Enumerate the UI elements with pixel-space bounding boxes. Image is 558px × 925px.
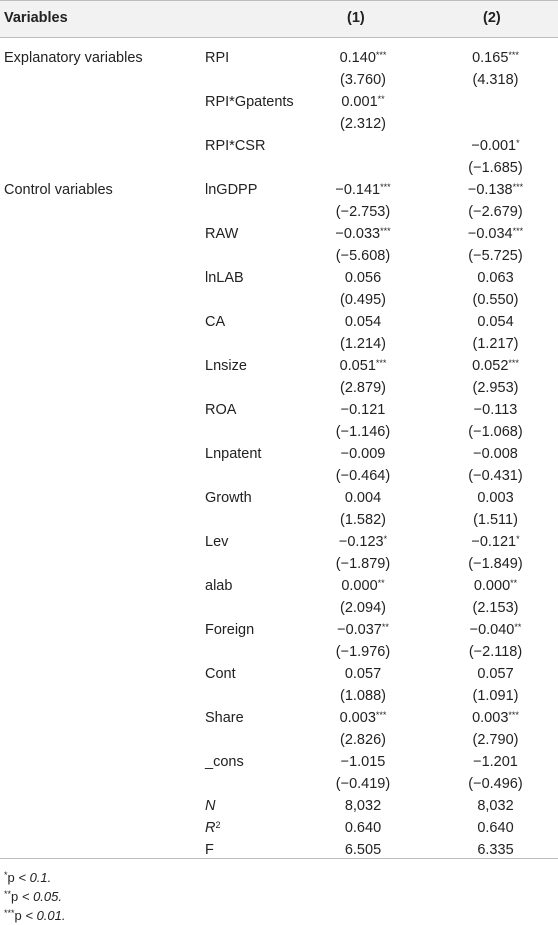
table-row: [0, 333, 558, 356]
variable-name: _cons: [205, 754, 244, 770]
model2-value: 0.003: [477, 490, 514, 506]
model2-value: (−1.685): [468, 160, 523, 176]
significance-stars: *: [516, 138, 520, 148]
table-row: [0, 377, 558, 400]
table-row: [0, 795, 558, 818]
variable-name: lnGDPP: [205, 182, 258, 198]
model1-value: 6.505: [344, 842, 382, 858]
significance-stars: ***: [375, 358, 387, 368]
model1-value: (1.214): [340, 336, 386, 352]
table-row: [0, 113, 558, 136]
variable-name: N: [205, 798, 216, 814]
table-row: [0, 267, 558, 290]
group-label: Explanatory variables: [4, 50, 143, 66]
model1-value: (1.582): [340, 512, 386, 528]
model1-value: (−0.464): [335, 468, 391, 484]
table-row: [0, 157, 558, 180]
variable-name: alab: [205, 578, 233, 594]
significance-stars: ***: [375, 50, 387, 60]
model1-value: 0.003***: [339, 710, 387, 726]
table-row: [0, 817, 558, 840]
table-row: [0, 91, 558, 114]
table-row: [0, 487, 558, 510]
model1-value: (3.760): [340, 72, 386, 88]
model2-value: −1.201: [473, 754, 518, 770]
model1-value: −0.121: [340, 402, 386, 418]
model1-value: (2.826): [340, 732, 386, 748]
variable-name: $R^2$: [205, 820, 221, 836]
significance-stars: ***: [508, 358, 519, 368]
variable-name: CA: [205, 314, 226, 330]
significance-stars: *: [516, 534, 520, 544]
table-row: [0, 443, 558, 466]
model1-value: (−0.419): [335, 776, 391, 792]
model2-value: (−2.679): [468, 204, 523, 220]
significance-note: ***p < 0.01.: [4, 908, 66, 923]
variable-name: RPI*CSR: [205, 138, 266, 154]
significance-note: **p < 0.05.: [4, 889, 62, 904]
model1-value: 0.140***: [339, 50, 387, 66]
variable-name: lnLAB: [205, 270, 244, 286]
table-row: [0, 465, 558, 488]
model2-value: (2.953): [472, 380, 519, 396]
table-row: [0, 311, 558, 334]
model1-value: −0.141***: [335, 182, 391, 198]
model2-value: −0.113: [473, 402, 518, 418]
model2-value: 6.335: [477, 842, 514, 858]
model2-value: −0.001*: [471, 138, 520, 154]
model2-value: (1.511): [473, 512, 518, 528]
group-label: Control variables: [4, 182, 113, 198]
model1-value: (2.094): [340, 600, 386, 616]
table-row: [0, 421, 558, 444]
significance-stars: ***: [508, 50, 519, 60]
model1-value: (−2.753): [335, 204, 391, 220]
variable-name: ROA: [205, 402, 237, 418]
model1-value: 0.057: [344, 666, 382, 682]
header-variables: Variables: [4, 10, 68, 26]
model1-value: 0.056: [344, 270, 382, 286]
model2-value: (0.550): [472, 292, 519, 308]
significance-stars: **: [377, 94, 385, 104]
model2-value: (4.318): [472, 72, 519, 88]
variable-name: Growth: [205, 490, 252, 506]
table-row: [0, 553, 558, 576]
significance-stars: **: [377, 578, 385, 588]
table-row: [0, 223, 558, 246]
model2-value: 0.003***: [472, 710, 519, 726]
table-row: [0, 685, 558, 708]
table-bottom-rule: [0, 858, 558, 859]
variable-name: F: [205, 842, 214, 858]
table-row: [0, 597, 558, 620]
table-row: [0, 619, 558, 642]
significance-stars: ***: [512, 226, 524, 236]
model1-value: 0.000**: [341, 578, 385, 594]
model1-value: −0.037**: [337, 622, 389, 638]
model2-value: (2.790): [472, 732, 519, 748]
table-row: [0, 69, 558, 92]
model2-value: (−5.725): [468, 248, 523, 264]
model1-value: 0.640: [344, 820, 382, 836]
model1-value: 0.054: [344, 314, 382, 330]
variable-name: Lnpatent: [205, 446, 262, 462]
significance-stars: **: [510, 578, 518, 588]
variable-name: Lev: [205, 534, 229, 550]
header-col1: (1): [347, 10, 365, 26]
table-row: [0, 773, 558, 796]
model2-value: (−1.068): [468, 424, 523, 440]
table-row: [0, 729, 558, 752]
model1-value: (−1.879): [335, 556, 391, 572]
model2-value: −0.138***: [467, 182, 524, 198]
model1-value: (2.312): [340, 116, 386, 132]
model2-value: −0.040**: [469, 622, 522, 638]
variable-name: RPI*Gpatents: [205, 94, 294, 110]
significance-stars: ***: [380, 226, 391, 236]
table-row: [0, 641, 558, 664]
table-row: [0, 47, 558, 70]
model2-value: 0.063: [477, 270, 514, 286]
model2-value: −0.008: [473, 446, 518, 462]
model1-value: (2.879): [340, 380, 386, 396]
model2-value: −0.034***: [467, 226, 524, 242]
significance-stars: ***: [380, 182, 391, 192]
table-row: [0, 509, 558, 532]
model1-value: 0.051***: [339, 358, 387, 374]
model2-value: 0.000**: [473, 578, 518, 594]
model2-value: (−0.496): [468, 776, 523, 792]
model2-value: 0.054: [477, 314, 514, 330]
model1-value: −0.033***: [335, 226, 391, 242]
significance-stars: **: [381, 622, 389, 632]
variable-name: RAW: [205, 226, 239, 242]
table-header: [0, 0, 558, 38]
header-col2: (2): [483, 10, 501, 26]
significance-stars: *: [383, 534, 388, 544]
table-row: [0, 751, 558, 774]
model1-value: −0.009: [340, 446, 386, 462]
model2-value: 0.052***: [472, 358, 519, 374]
table-row: [0, 707, 558, 730]
significance-stars: ***: [508, 710, 519, 720]
table-row: [0, 531, 558, 554]
variable-name: Foreign: [205, 622, 255, 638]
model2-value: (1.217): [472, 336, 519, 352]
model1-value: (0.495): [340, 292, 386, 308]
significance-stars: ***: [375, 710, 387, 720]
table-row: [0, 135, 558, 158]
model2-value: 8,032: [477, 798, 514, 814]
model2-value: 0.640: [477, 820, 514, 836]
table-row: [0, 179, 558, 202]
variable-name: Share: [205, 710, 244, 726]
variable-name: Cont: [205, 666, 236, 682]
table-row: [0, 245, 558, 268]
model2-value: −0.121*: [471, 534, 520, 550]
table-row: [0, 289, 558, 312]
model1-value: −0.123*: [338, 534, 388, 550]
model2-value: (−0.431): [468, 468, 523, 484]
table-row: [0, 355, 558, 378]
model1-value: (−1.976): [335, 644, 391, 660]
significance-stars: ***: [512, 182, 524, 192]
model1-value: 0.001**: [341, 94, 385, 110]
significance-stars: **: [514, 622, 522, 632]
model1-value: (−5.608): [335, 248, 391, 264]
model1-value: −1.015: [340, 754, 386, 770]
significance-note: *p < 0.1.: [4, 870, 52, 885]
table-row: [0, 399, 558, 422]
model2-value: (1.091): [472, 688, 519, 704]
model2-value: (−1.849): [468, 556, 523, 572]
model1-value: (−1.146): [335, 424, 391, 440]
table-row: [0, 575, 558, 598]
model1-value: (1.088): [340, 688, 386, 704]
model1-value: 8,032: [344, 798, 382, 814]
variable-name: RPI: [205, 50, 230, 66]
model2-value: 0.165***: [472, 50, 519, 66]
table-row: [0, 201, 558, 224]
table-notes: [4, 868, 65, 925]
variable-name: Lnsize: [205, 358, 247, 374]
table-row: [0, 663, 558, 686]
model2-value: 0.057: [477, 666, 514, 682]
model2-value: (−2.118): [468, 644, 523, 660]
model1-value: 0.004: [344, 490, 382, 506]
model2-value: (2.153): [472, 600, 519, 616]
